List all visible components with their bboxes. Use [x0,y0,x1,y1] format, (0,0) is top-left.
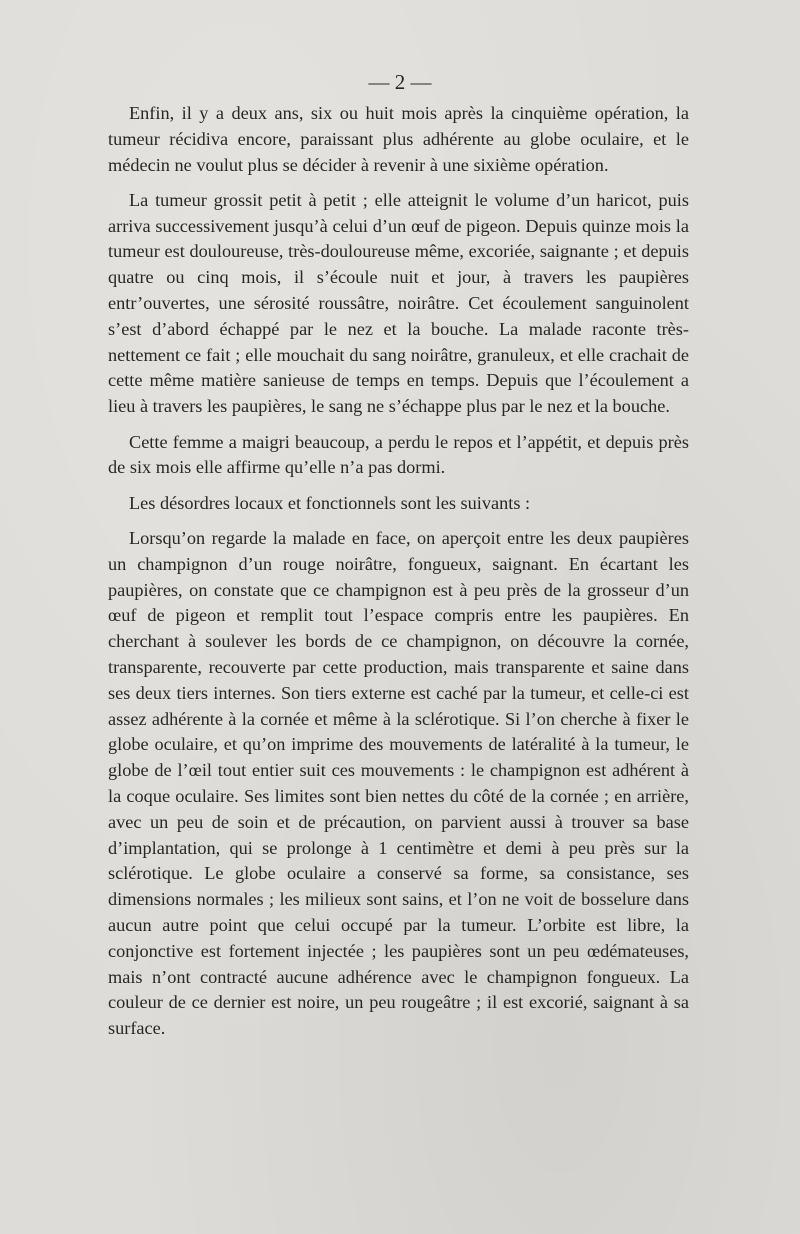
paragraph-4: Les désordres locaux et fonctionnels sont les suivants : [129,492,531,513]
paragraph-1: Enfin, il y a deux ans, six ou huit mois après la cinquième opération, la tumeur récidiva encore, paraissant plus adhérente au globe oculaire, et le médecin ne voulut plus se décider à revenir à une sixième opération. [108,103,689,175]
paragraph-5: Lorsqu’on regarde la malade en face, on aperçoit entre les deux paupières un champignon d’un rouge noirâtre, fongueux, saignant. En écartant les paupières, on constate que ce champignon est à peu près de la grosseur d’un œuf de pigeon et remplit tout l’espace compris entre les paupières. En cherchant à soulever les bords de ce champignon, on découvre la cornée, transparente, recouverte par cette production, mais transparente et saine dans ses deux tiers internes. Son tiers externe est caché par la tumeur, et celle-ci est assez adhérente à la cornée et même à la sclérotique. Si l’on cherche à fixer le globe oculaire, et qu’on imprime des mouvements de latéralité à la tumeur, le globe de l’œil tout entier suit ces mouvements : le champignon est adhérent à la coque oculaire. Ses limites sont bien nettes du côté de la cornée ; en arrière, avec un peu de soin et de précaution, on parvient aussi à trouver sa base d’implantation, qui se prolonge à 1 centimètre et demi à peu près sur la sclérotique. Le globe oculaire a conservé sa forme, sa consistance, ses dimensions normales ; les milieux sont sains, et l’on ne voit de bosselure dans aucun autre point que celui occupé par la tumeur. L’orbite est libre, la conjonctive est fortement injectée ; les paupières sont un peu œdémateuses, mais n’ont contracté aucune adhérence avec le champignon fongueux. La couleur de ce dernier est noire, un peu rougeâtre ; il est excorié, saignant à sa surface. [108,527,689,1039]
body-text [108,101,689,1051]
page-number: — 2 — [368,70,432,94]
paragraph-2: La tumeur grossit petit à petit ; elle atteignit le volume d’un haricot, puis arriva successivement jusqu’à celui d’un œuf de pigeon. Depuis quinze mois la tumeur est douloureuse, très-douloureuse même, excoriée, saignante ; et depuis quatre ou cinq mois, il s’écoule nuit et jour, à travers les paupières entr’ouvertes, une sérosité roussâtre, noirâtre. Cet écoulement sanguinolent s’est d’abord échappé par le nez et la bouche. La malade raconte très-nettement ce fait ; elle mouchait du sang noirâtre, granuleux, et elle crachait de cette même matière sanieuse de temps en temps. Depuis que l’écoulement a lieu à travers les paupières, le sang ne s’échappe plus par le nez et la bouche. [108,189,689,417]
paragraph-3: Cette femme a maigri beaucoup, a perdu le repos et l’appétit, et depuis près de six mois elle affirme qu’elle n’a pas dormi. [108,431,689,478]
